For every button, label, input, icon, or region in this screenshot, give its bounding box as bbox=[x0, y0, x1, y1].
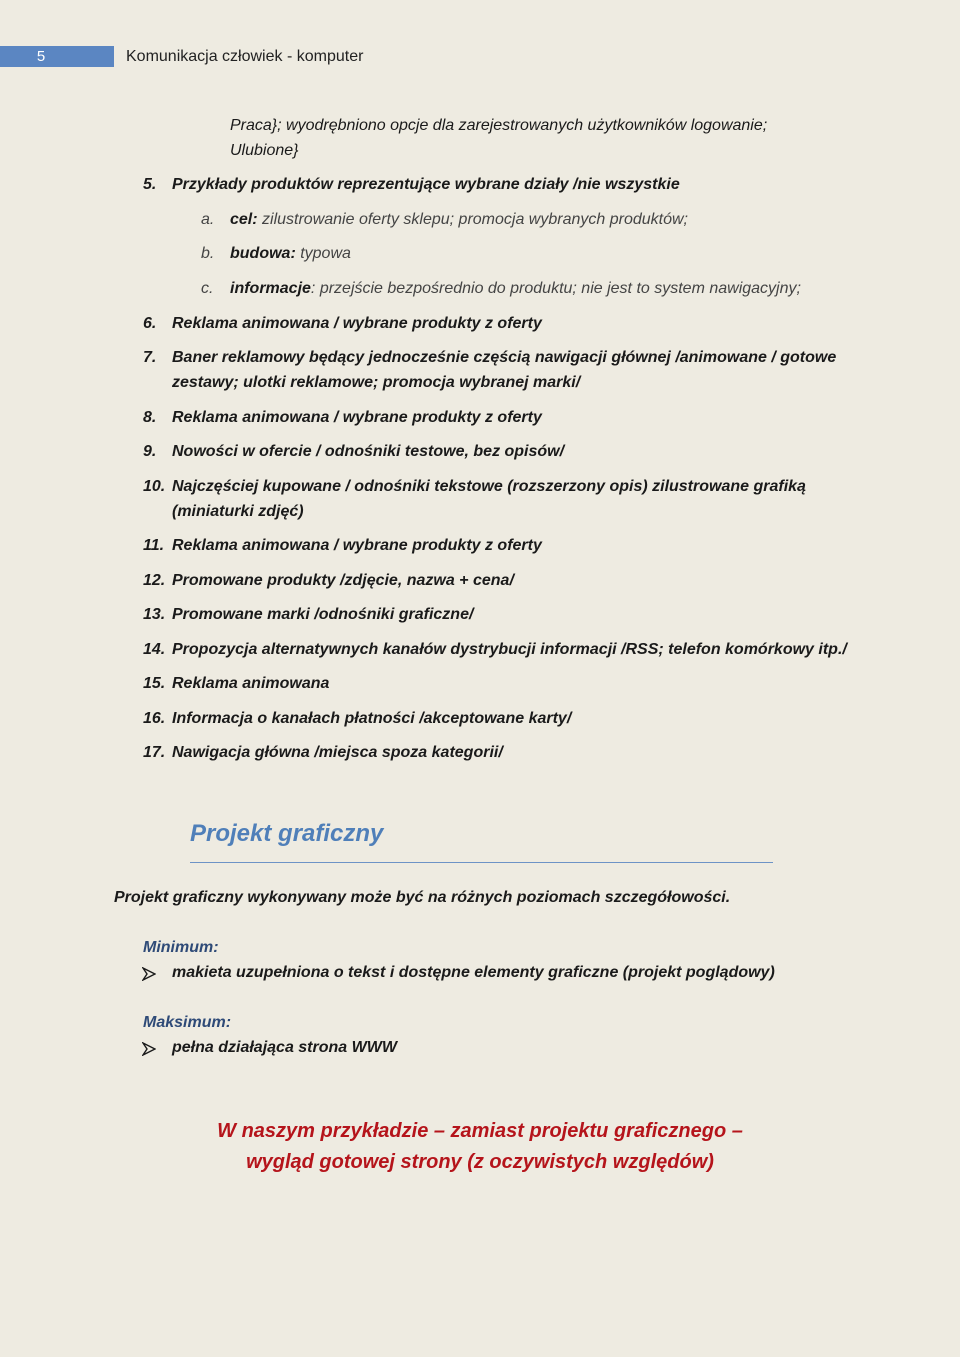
list-item-number: 17. bbox=[143, 744, 166, 761]
sub-item-label: cel: bbox=[230, 211, 258, 228]
list-item-number: 15. bbox=[143, 675, 166, 692]
list-item-number: 7. bbox=[143, 349, 157, 366]
list-item-number: 10. bbox=[143, 478, 166, 495]
list-item-number: 14. bbox=[143, 641, 166, 658]
list-item-text: Reklama animowana / wybrane produkty z oferty bbox=[172, 537, 542, 554]
list-item-text-continued: (miniaturki zdjęć) bbox=[172, 503, 304, 520]
list-item-text-continued: zestawy; ulotki reklamowe; promocja wybranej marki/ bbox=[172, 374, 581, 391]
section-heading: Projekt graficzny bbox=[190, 820, 384, 847]
list-item-number: 9. bbox=[143, 443, 157, 460]
sub-item-letter: a. bbox=[201, 211, 215, 228]
arrow-bullet-icon bbox=[142, 1039, 156, 1064]
list-item-text: Nawigacja główna /miejsca spoza kategorii/ bbox=[172, 744, 503, 761]
heading-underline bbox=[190, 862, 773, 863]
list-item-number: 16. bbox=[143, 710, 166, 727]
sub-item-letter: c. bbox=[201, 280, 214, 297]
list-item-number: 5. bbox=[143, 176, 157, 193]
bullet-text: pełna działająca strona WWW bbox=[172, 1039, 397, 1056]
section-intro: Projekt graficzny wykonywany może być na różnych poziomach szczegółowości. bbox=[114, 889, 731, 906]
list-item-text: Nowości w ofercie / odnośniki testowe, bez opisów/ bbox=[172, 443, 565, 460]
list-item bbox=[0, 345, 960, 395]
list-item-text: Reklama animowana / wybrane produkty z oferty bbox=[172, 315, 542, 332]
list-item-text: Propozycja alternatywnych kanałów dystrybucji informacji /RSS; telefon komórkowy itp./ bbox=[172, 641, 847, 658]
list-item-number: 12. bbox=[143, 572, 166, 589]
sub-item-text: zilustrowanie oferty sklepu; promocja wybranych produktów; bbox=[257, 211, 688, 228]
list-item-text: Baner reklamowy będący jednocześnie częścią nawigacji głównej /animowane / gotowe bbox=[172, 349, 837, 366]
maximum-label: Maksimum: bbox=[143, 1014, 232, 1031]
list-item-number: 6. bbox=[143, 315, 157, 332]
sub-item-text: typowa bbox=[295, 245, 351, 262]
continuation-line-2: Ulubione} bbox=[230, 142, 299, 159]
minimum-label: Minimum: bbox=[143, 939, 219, 956]
sub-item-label: informacje bbox=[230, 280, 311, 297]
list-item-text: Reklama animowana / wybrane produkty z oferty bbox=[172, 409, 542, 426]
sub-item-label: budowa: bbox=[230, 245, 296, 262]
continuation-line-1: Praca}; wyodrębniono opcje dla zarejestrowanych użytkowników logowanie; bbox=[230, 117, 768, 134]
running-header-title: Komunikacja człowiek - komputer bbox=[126, 48, 364, 65]
list-item-text: Informacja o kanałach płatności /akceptowane karty/ bbox=[172, 710, 572, 727]
note-line-2: wygląd gotowej strony (z oczywistych względów) bbox=[246, 1151, 714, 1173]
list-item-number: 8. bbox=[143, 409, 157, 426]
list-item-number: 13. bbox=[143, 606, 166, 623]
list-item-number: 11. bbox=[143, 537, 165, 554]
list-item-text: Promowane produkty /zdjęcie, nazwa + cena/ bbox=[172, 572, 514, 589]
list-item-text: Przykłady produktów reprezentujące wybrane działy /nie wszystkie bbox=[172, 176, 680, 193]
list-item bbox=[0, 474, 960, 524]
list-item-text: Najczęściej kupowane / odnośniki tekstowe (rozszerzony opis) zilustrowane grafiką bbox=[172, 478, 806, 495]
bullet-text: makieta uzupełniona o tekst i dostępne elementy graficzne (projekt poglądowy) bbox=[172, 964, 775, 981]
note-line-1: W naszym przykładzie – zamiast projektu graficznego – bbox=[217, 1120, 743, 1142]
sub-item-letter: b. bbox=[201, 245, 215, 262]
sub-item-text: : przejście bezpośrednio do produktu; nie jest to system nawigacyjny; bbox=[310, 280, 801, 297]
list-item-text: Reklama animowana bbox=[172, 675, 330, 692]
page-number: 5 bbox=[36, 48, 46, 65]
arrow-bullet-icon bbox=[142, 964, 156, 989]
list-item-text: Promowane marki /odnośniki graficzne/ bbox=[172, 606, 474, 623]
